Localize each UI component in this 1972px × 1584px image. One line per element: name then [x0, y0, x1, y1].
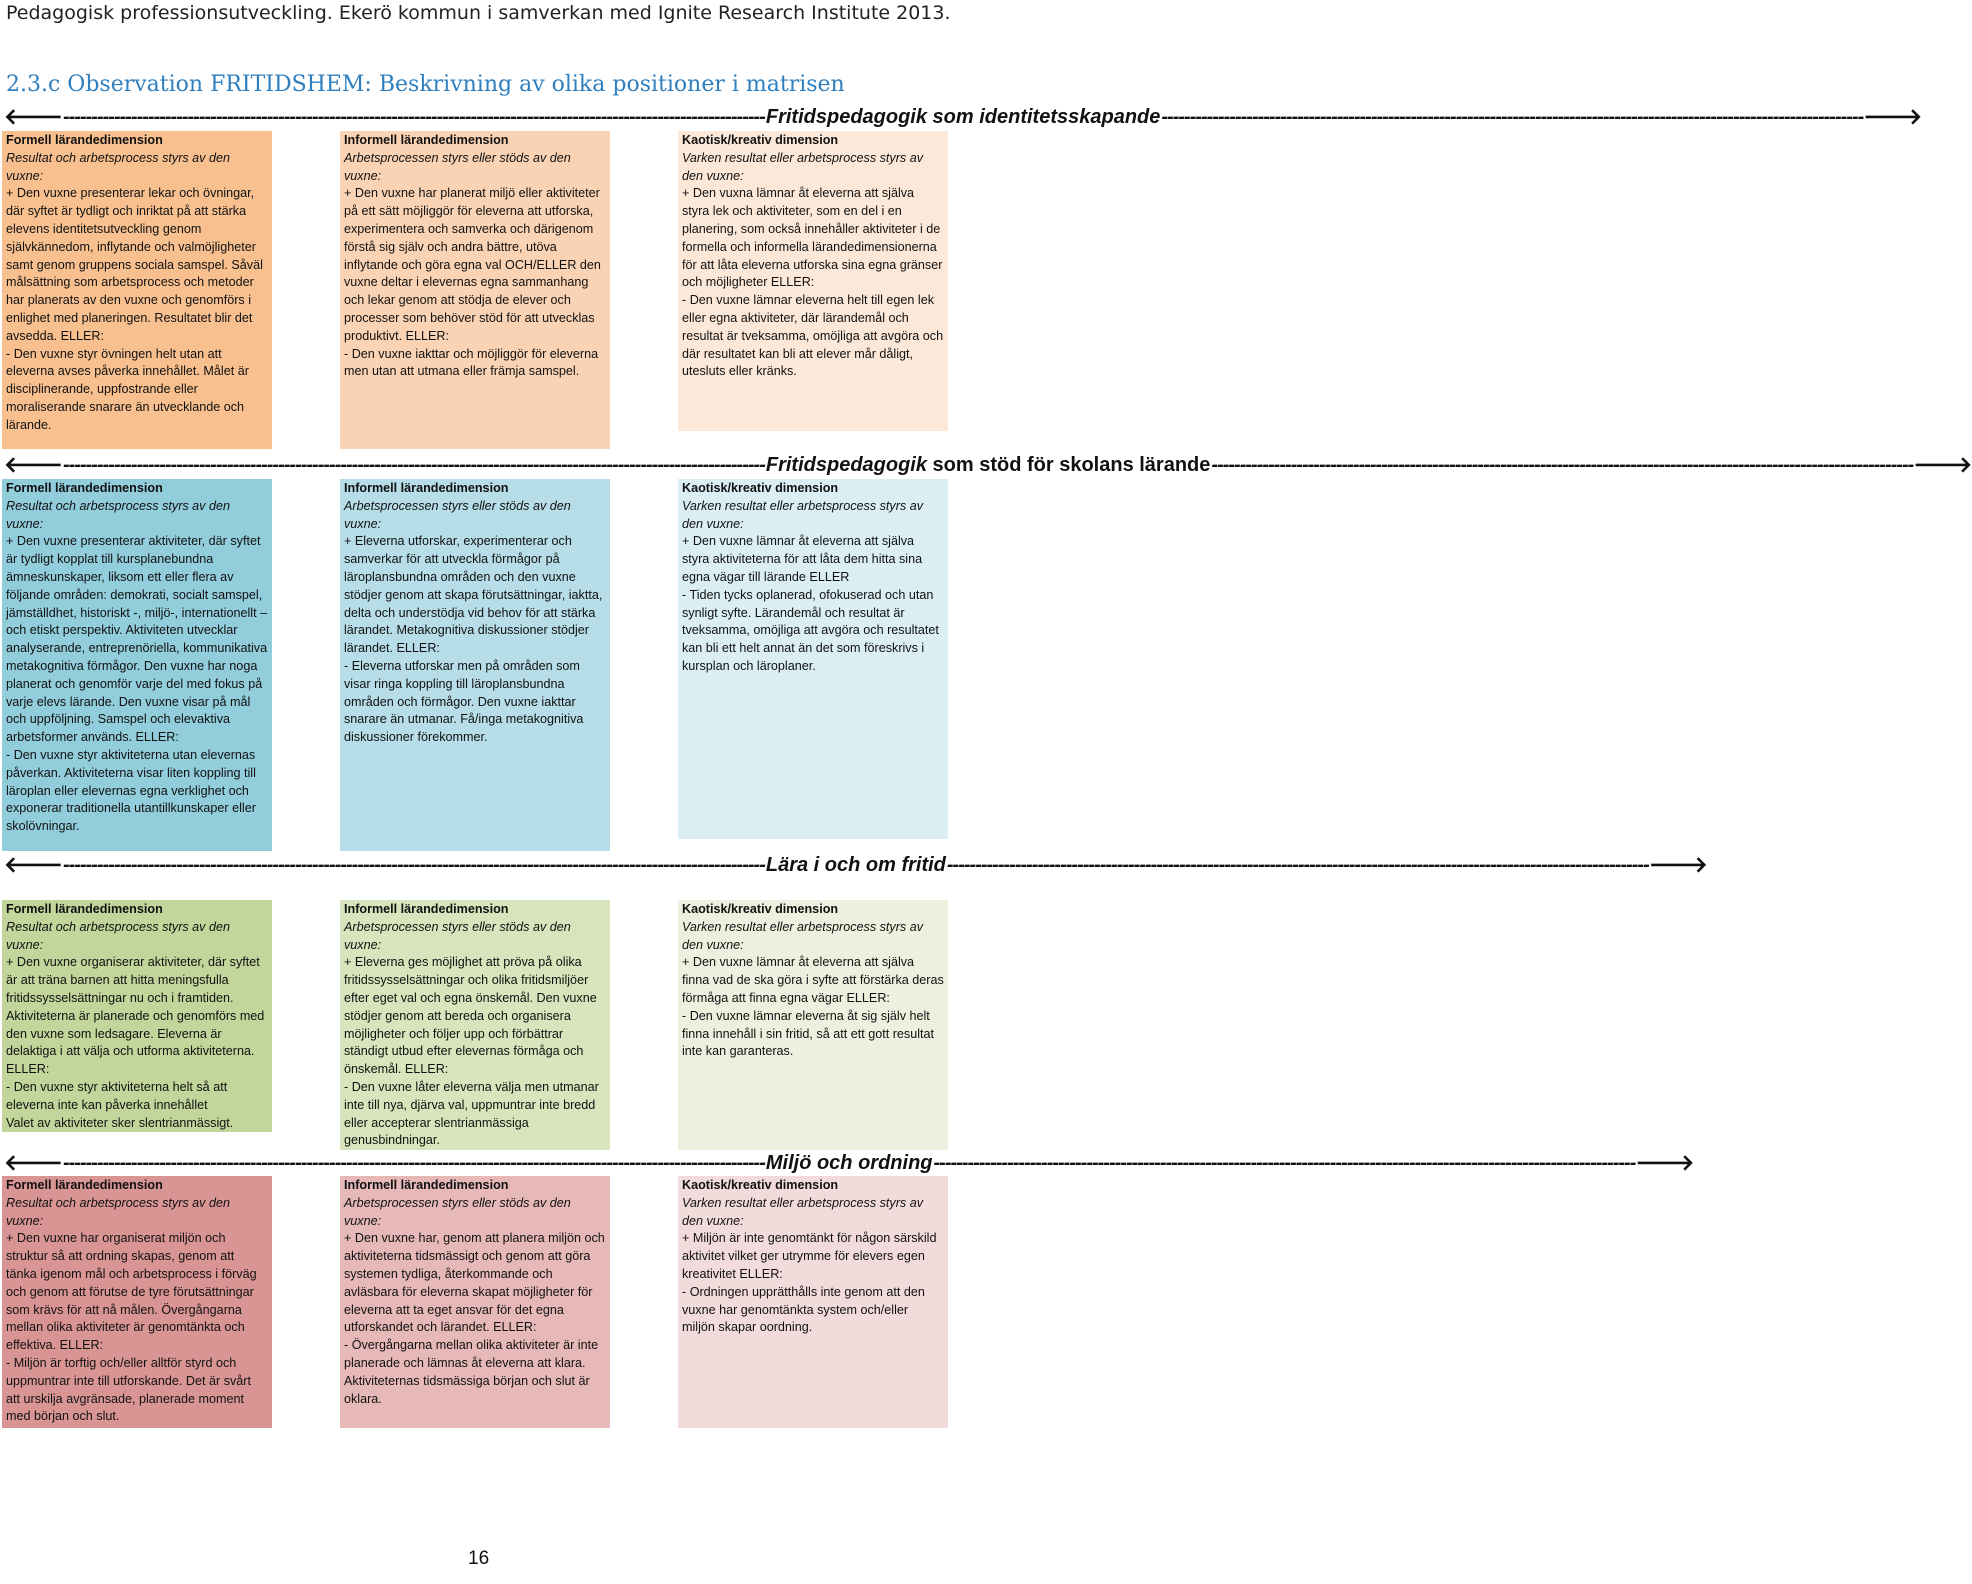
- section-heading: Fritidspedagogik som stöd för skolans lärande: [765, 453, 1211, 476]
- column-heading: Informell lärandedimension: [344, 902, 509, 916]
- kaotisk-box: [678, 131, 948, 431]
- dash-line: ----------------------------------------------------------------------------------------------------------------------------: [63, 453, 765, 476]
- column-heading: Kaotisk/kreativ dimension: [682, 1178, 839, 1192]
- column-subheading: Resultat och arbetsprocess styrs av den vuxne:: [6, 1195, 230, 1228]
- section-arrow-miljo: [4, 1150, 1695, 1176]
- section-arrow-skolans-larande: [4, 452, 1972, 478]
- column-subheading: Varken resultat eller arbetsprocess styrs av den vuxne:: [682, 150, 924, 183]
- column-heading: Kaotisk/kreativ dimension: [682, 902, 839, 916]
- column-body: + Den vuxna lämnar åt eleverna att själva styra lek och aktiviteter, som en del i en planering, som också innehåller aktiviteter i de formella och informella lärandedimensionerna för att låta eleverna utforska sina egna gränser och möjligheter ELLER: - Den vuxne lämnar eleverna helt till egen lek eller egna aktiviteter, där lärandemål och resultat är tveksamma, omöjliga att avgöra och där resultatet kan bli att elever mår dåligt, utesluts eller kränks.: [682, 186, 944, 379]
- column-body: + Den vuxne har planerat miljö eller aktiviteter på ett sätt möjliggör för eleverna att utforska, experimentera och samverka och därigenom förstå sig själv och andra bättre, utöva inflytande och göra egna val OCH/ELLER den vuxne deltar i elevernas egna sammanhang och lekar genom att stödja de elever och processer som behöver stöd för att utvecklas produktivt. ELLER: - Den vuxne iakttar och möjliggör för eleverna men utan att utmana eller främja samspel.: [344, 186, 601, 379]
- kaotisk-box: [678, 479, 948, 839]
- column-body: + Den vuxne presenterar aktiviteter, där syftet är tydligt kopplat till kursplanebundna ämneskunskaper, liksom ett eller flera av följande områden: demokrati, socialt samspel, jämställdhet, historiskt -, miljö-, internationellt – och etiskt perspektiv. Aktiviteten utvecklar analyserande, entreprenöriella, kommunikativa metakognitiva förmågor. Den vuxne har noga planerat och genomför varje del med fokus på varje elevs lärande. Den vuxne visar på mål och uppföljning. Samspel och elevaktiva arbetsformer används. ELLER: - Den vuxne styr aktiviteterna utan elevernas påverkan. Aktiviteterna visar liten koppling till läroplan eller elevernas egna verklighet och exponerar traditionella utantillkunskaper eller skolövningar.: [6, 534, 268, 834]
- formell-box: [2, 1176, 272, 1428]
- dash-line: ----------------------------------------------------------------------------------------------------------------------------: [1161, 105, 1864, 128]
- column-heading: Formell lärandedimension: [6, 1178, 163, 1192]
- column-body: + Den vuxne presenterar lekar och övningar, där syftet är tydligt och inriktat på att stärka elevens identitetsutveckling genom självkännedom, inflytande och valmöjligheter samt genom gruppens sociala samspel. Såväl målsättning som arbetsprocess och metoder har planerats av den vuxne och genomförs i enlighet med planeringen. Resultatet blir det avsedda. ELLER: - Den vuxne styr övningen helt utan att eleverna avses påverka innehållet. Målet är disciplinerande, uppfostrande eller moraliserande snarare än utvecklande och lärande.: [6, 186, 263, 432]
- page-number: 16: [468, 1548, 490, 1569]
- formell-box: [2, 131, 272, 449]
- section-heading: Fritidspedagogik som identitetsskapande: [765, 105, 1161, 128]
- arrow-left-icon: 🡐: [4, 1150, 63, 1175]
- column-subheading: Resultat och arbetsprocess styrs av den vuxne:: [6, 150, 230, 183]
- arrow-right-icon: 🡒: [1648, 852, 1708, 877]
- column-subheading: Resultat och arbetsprocess styrs av den vuxne:: [6, 919, 230, 952]
- column-heading: Informell lärandedimension: [344, 481, 509, 495]
- column-heading: Formell lärandedimension: [6, 133, 163, 147]
- column-body: + Den vuxne har, genom att planera miljön och aktiviteterna tidsmässigt och genom att göra systemen tydliga, återkommande och avläsbara för eleverna skapat möjligheter för eleverna att ta eget ansvar för det egna utforskandet och lärandet. ELLER: - Övergångarna mellan olika aktiviteter är inte planerade och lämnas åt eleverna att klara. Aktiviteternas tidsmässiga början och slut är oklara.: [344, 1231, 605, 1406]
- arrow-right-icon: 🡒: [1913, 452, 1972, 477]
- informell-box: [340, 1176, 610, 1428]
- column-body: + Den vuxne organiserar aktiviteter, där syftet är att träna barnen att hitta meningsfulla fritidssysselsättningar nu och i framtiden. Aktiviteterna är planerade och genomförs med den vuxne som ledsagare. Eleverna är delaktiga i att välja och utforma aktiviteterna. ELLER: - Den vuxne styr aktiviteterna helt så att eleverna inte kan påverka innehållet Valet av aktiviteter sker slentrianmässigt.: [6, 955, 265, 1130]
- column-heading: Formell lärandedimension: [6, 902, 163, 916]
- arrow-left-icon: 🡐: [4, 452, 63, 477]
- column-subheading: Arbetsprocessen styrs eller stöds av den vuxne:: [344, 150, 571, 183]
- column-subheading: Varken resultat eller arbetsprocess styrs av den vuxne:: [682, 1195, 924, 1228]
- column-body: + Eleverna utforskar, experimenterar och samverkar för att utveckla förmågor på läroplansbundna områden och den vuxne stödjer genom att skapa förutsättningar, iaktta, delta och understödja vid behov för att stärka lärandet. Metakognitiva diskussioner stödjer lärandet. ELLER: - Eleverna utforskar men på områden som visar ringa koppling till läroplansbundna områden och förmågor. Den vuxne iakttar snarare än utmanar. Få/inga metakognitiva diskussioner förekommer.: [344, 534, 603, 745]
- formell-box: [2, 479, 272, 851]
- dash-line: ----------------------------------------------------------------------------------------------------------------------------: [946, 853, 1649, 876]
- page-header: Pedagogisk professionsutveckling. Ekerö kommun i samverkan med Ignite Research Institute 2013.: [6, 2, 951, 24]
- column-body: + Den vuxne lämnar åt eleverna att själva styra aktiviteterna för att låta dem hitta sina egna vägar till lärande ELLER - Tiden tycks oplanerad, ofokuserad och utan synligt syfte. Lärandemål och resultat är tveksamma, omöjliga att avgöra och resultatet kan bli ett helt annat än det som föreskrivs i kursplan och läroplaner.: [682, 534, 939, 673]
- arrow-right-icon: 🡒: [1863, 104, 1923, 129]
- informell-box: [340, 131, 610, 449]
- informell-box: [340, 900, 610, 1150]
- column-subheading: Arbetsprocessen styrs eller stöds av den vuxne:: [344, 919, 571, 952]
- dash-line: ----------------------------------------------------------------------------------------------------------------------------: [63, 1151, 765, 1174]
- column-heading: Kaotisk/kreativ dimension: [682, 481, 839, 495]
- column-body: + Den vuxne har organiserat miljön och struktur så att ordning skapas, genom att tänka igenom mål och arbetsprocess i förväg och genom att förutse de tyre förutsättningar som krävs för att nå målen. Övergångarna mellan olika aktiviteter är genomtänkta och effektiva. ELLER: - Miljön är torftig och/eller alltför styrd och uppmuntrar inte till utforskande. Det är svårt att urskilja avgränsade, planerade moment med början och slut.: [6, 1231, 257, 1424]
- section-arrow-identitet: [4, 104, 1923, 130]
- dash-line: ----------------------------------------------------------------------------------------------------------------------------: [1211, 453, 1914, 476]
- column-heading: Formell lärandedimension: [6, 481, 163, 495]
- formell-box: [2, 900, 272, 1132]
- dash-line: ----------------------------------------------------------------------------------------------------------------------------: [63, 853, 765, 876]
- column-heading: Kaotisk/kreativ dimension: [682, 133, 839, 147]
- column-subheading: Arbetsprocessen styrs eller stöds av den vuxne:: [344, 498, 571, 531]
- column-subheading: Resultat och arbetsprocess styrs av den vuxne:: [6, 498, 230, 531]
- section-heading: Miljö och ordning: [765, 1151, 933, 1174]
- section-heading: Lära i och om fritid: [765, 853, 946, 876]
- column-body: + Eleverna ges möjlighet att pröva på olika fritidssysselsättningar och olika fritidsmiljöer efter eget val och egna önskemål. Den vuxne stödjer genom att bereda och organisera möjligheter och följer upp och förbättrar ständigt utbud efter elevernas förmåga och önskemål. ELLER: - Den vuxne låter eleverna välja men utmanar inte till nya, djärva val, uppmuntrar inte bredd eller accepterar slentrianmässiga genusbindningar.: [344, 955, 599, 1148]
- column-heading: Informell lärandedimension: [344, 133, 509, 147]
- kaotisk-box: [678, 1176, 948, 1428]
- arrow-right-icon: 🡒: [1635, 1150, 1695, 1175]
- dash-line: ----------------------------------------------------------------------------------------------------------------------------: [933, 1151, 1636, 1174]
- column-body: + Miljön är inte genomtänkt för någon särskild aktivitet vilket ger utrymme för elevers egen kreativitet ELLER: - Ordningen upprätthålls inte genom att den vuxne har genomtänkta system och/eller miljön skapar oordning.: [682, 1231, 937, 1335]
- arrow-left-icon: 🡐: [4, 104, 63, 129]
- kaotisk-box: [678, 900, 948, 1150]
- section-title: 2.3.c Observation FRITIDSHEM: Beskrivning av olika positioner i matrisen: [6, 72, 845, 97]
- column-subheading: Arbetsprocessen styrs eller stöds av den vuxne:: [344, 1195, 571, 1228]
- informell-box: [340, 479, 610, 851]
- column-subheading: Varken resultat eller arbetsprocess styrs av den vuxne:: [682, 498, 924, 531]
- column-body: + Den vuxne lämnar åt eleverna att själva finna vad de ska göra i syfte att förstärka deras förmåga att finna egna vägar ELLER: - Den vuxne lämnar eleverna åt sig själv helt finna innehåll i sin fritid, så att ett gott resultat inte kan garanteras.: [682, 955, 944, 1059]
- arrow-left-icon: 🡐: [4, 852, 63, 877]
- column-subheading: Varken resultat eller arbetsprocess styrs av den vuxne:: [682, 919, 924, 952]
- column-heading: Informell lärandedimension: [344, 1178, 509, 1192]
- section-arrow-fritid: [4, 852, 1708, 878]
- dash-line: ----------------------------------------------------------------------------------------------------------------------------: [63, 105, 765, 128]
